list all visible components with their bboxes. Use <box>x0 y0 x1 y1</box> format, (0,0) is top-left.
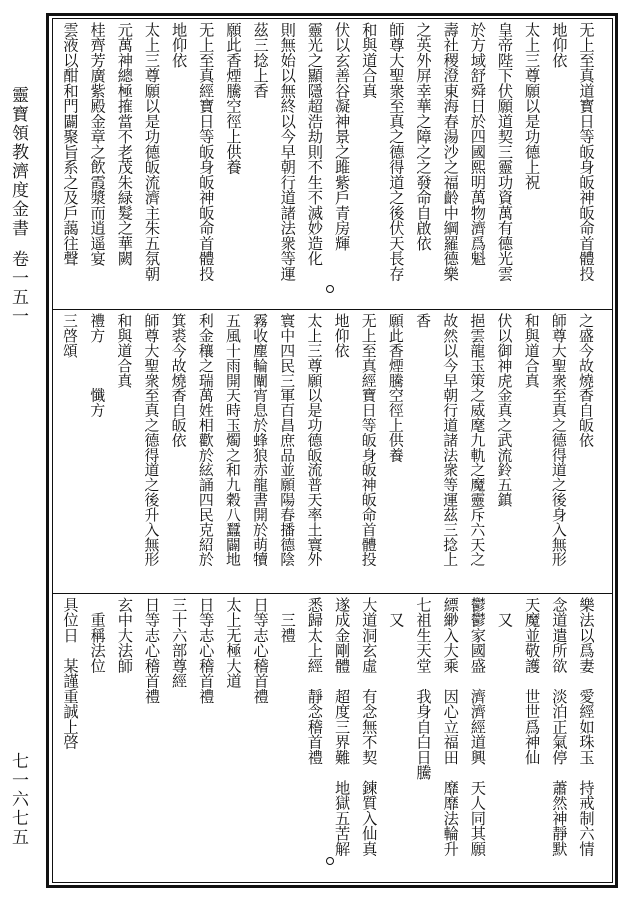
text-column: 地仰依 <box>332 313 351 358</box>
text-column: 桂齊芳廣紫殿金章之飲霞漿而逍遥宴 <box>88 22 107 266</box>
text-column: 禮方 懺方 <box>88 313 107 418</box>
text-column: 具位日 某謹重誠上啓 <box>61 597 79 750</box>
text-column: 靈光之顯隱超浩劫則不生不滅妙造化 <box>305 22 324 266</box>
section-divider-bottom <box>52 593 613 594</box>
text-column: 无上至真道寳日等皈身皈神皈命首體投 <box>577 22 595 282</box>
text-column: 元萬神總極搉當不老茂朱緑髮之華闕 <box>115 22 134 266</box>
book-title-text: 靈寶領教濟度金書 <box>8 86 28 238</box>
text-column: 日等志心稽首禮 <box>251 597 270 704</box>
text-column: 又 <box>386 597 405 628</box>
text-column: 師尊大聖衆至真之德得道之後升入無形 <box>142 313 161 567</box>
book-title <box>6 86 31 326</box>
text-column: 天魔並敬護 世世爲神仙 <box>522 597 541 765</box>
text-column: 之盛今故燒香自皈依 <box>577 313 595 448</box>
text-column: 日等志心稽首禮 <box>142 597 161 704</box>
text-column: 三啓頌 <box>61 313 79 358</box>
text-column: 雲液以酣和門闢聚旨系之及戶藹往聲 <box>61 22 79 266</box>
text-column: 樂法以爲妻 愛經如珠玉 持戒制六情 <box>577 597 595 857</box>
text-column: 太上三尊願以是功德皈流濟主朱五氛朝 <box>142 22 161 282</box>
text-column: 箕裘今故燒香自皈依 <box>169 313 188 448</box>
text-column: 挹雲龍玉策之威麾九軌之魔靈斥六天之 <box>468 313 487 567</box>
text-column: 和與道合真 <box>115 313 134 388</box>
text-column: 三禮 <box>278 597 297 643</box>
text-column: 太上三尊願以是功德上祝 <box>522 22 541 190</box>
text-column: 又 <box>495 597 514 628</box>
text-column: 无上至真經寶日等皈身皈神皈命首體投 <box>196 22 215 282</box>
text-column: 和與道合真 <box>522 313 541 388</box>
page-number: 七一六七五 <box>8 752 28 847</box>
text-column: 茲三捻上香 <box>251 22 270 99</box>
text-column: 遂成金剛體 超度三界難 地獄五苦解 <box>332 597 351 857</box>
text-column: 於方域舒舜日於四國熙明萬物濟爲魁 <box>468 22 487 266</box>
text-column: 七祖生天堂 我身自白日騰 <box>414 597 433 780</box>
punctuation-circle <box>326 857 334 865</box>
text-column: 日等志心稽首禮 <box>196 597 215 704</box>
text-column: 鬱鬱家國盛 濟濟經道興 天人同其願 <box>468 597 487 857</box>
text-column: 地仰依 <box>169 22 188 68</box>
text-column: 寰中四民三軍百昌庶品並願陽春播德陰 <box>278 313 297 567</box>
volume-label: 卷一五一 <box>8 250 28 326</box>
text-column: 壽社稷澄東海春湯沙之福齡中綱羅德樂 <box>441 22 460 282</box>
text-column: 則無始以無終以今早朝行道諸法衆等運 <box>278 22 297 282</box>
text-column: 五風十雨開天時玉燭之和九穀八蠶闢地 <box>223 313 242 567</box>
text-column: 願此香煙騰空徑上供養 <box>223 22 242 175</box>
text-column: 之英外屏幸華之障之之發命自啟依 <box>414 22 433 251</box>
text-column: 重稱法位 <box>88 597 107 674</box>
text-column: 伏以御神虎金真之武流鈴五鎮 <box>495 313 514 507</box>
text-column: 无上至真經寶日等皈身皈神皈命首體投 <box>359 313 378 567</box>
text-column: 太上三尊願以是功德皈流普天率土寰外 <box>305 313 324 567</box>
text-column: 霧收塵輪闡宵息於蜂狼赤龍書開於萌犢 <box>251 313 270 567</box>
text-column: 香 <box>414 313 433 328</box>
text-column: 利金穰之瑞萬姓相歡於絃誦四民克紹於 <box>196 313 215 567</box>
text-column: 三十六部尊經 <box>169 597 188 689</box>
text-column: 玄中大法師 <box>115 597 134 674</box>
text-column: 大道洞玄虛 有念無不契 鍊質入仙真 <box>359 597 378 857</box>
text-column: 悉歸太上經 靜念稽首禮 <box>305 597 324 765</box>
text-column: 太上无極大道 <box>223 597 242 689</box>
text-column: 師尊大聖衆至真之德得道之後伏天長存 <box>386 22 405 282</box>
punctuation-circle <box>326 285 334 293</box>
text-column: 皇帝陛下伏願道契三靈功資萬有德光雲 <box>495 22 514 282</box>
text-column: 師尊大聖衆至真之德得道之後身入無形 <box>549 313 568 567</box>
text-column: 念道遣所欲 淡泊正氣停 蕭然神靜默 <box>549 597 568 857</box>
text-column: 願此香煙騰空徑上供養 <box>386 313 405 463</box>
text-column: 地仰依 <box>549 22 568 68</box>
text-column: 故然以今早朝行道諸法衆等運茲三捻上 <box>441 313 460 567</box>
text-column: 和與道合真 <box>359 22 378 99</box>
section-divider-top <box>52 309 613 310</box>
text-column: 伏以玄善谷凝神景之雎紫戶青房輝 <box>332 22 351 251</box>
text-column: 縹緲入大乘 因心立福田 靡靡法輪升 <box>441 597 460 857</box>
